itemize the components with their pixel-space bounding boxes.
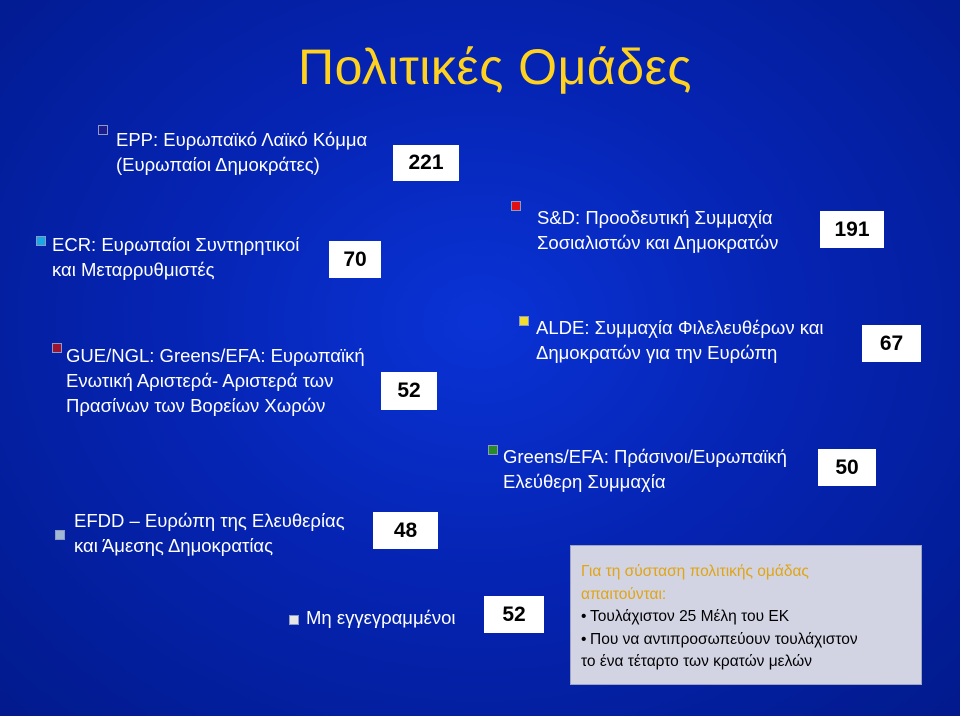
- note-item-1-text: Τουλάχιστον 25 Μέλη του ΕΚ: [590, 608, 790, 625]
- ni-bullet-icon: [289, 615, 299, 625]
- ecr-bullet-icon: [36, 236, 46, 246]
- group-sd-line1: S&D: Προοδευτική Συμμαχία: [537, 207, 773, 228]
- group-ecr-line2: και Μεταρρυθμιστές: [52, 259, 215, 280]
- bullet-dot-icon: •: [581, 608, 587, 625]
- efdd-bullet-icon: [55, 530, 65, 540]
- group-alde: [536, 315, 824, 365]
- group-gue-line3: Πρασίνων των Βορείων Χωρών: [66, 395, 326, 416]
- group-ni-seats: 52: [484, 596, 544, 633]
- group-alde-seats: 67: [862, 325, 921, 362]
- group-ecr-seats: 70: [329, 241, 381, 278]
- note-item-2: [581, 629, 913, 652]
- bullet-dot-icon: •: [581, 630, 587, 648]
- note-item-2-cont: το ένα τέταρτο των κρατών μελών: [581, 653, 812, 670]
- page-title: Πολιτικές Ομάδες: [297, 39, 693, 95]
- group-ecr: [52, 232, 299, 282]
- group-greens-seats: 50: [818, 449, 876, 486]
- group-greens: [503, 444, 787, 494]
- group-efdd: [74, 508, 345, 558]
- note-item-2-text: Που να αντιπροσωπεύουν τουλάχιστον: [590, 630, 858, 648]
- epp-bullet-icon: [98, 125, 108, 135]
- group-alde-line1: ALDE: Συμμαχία Φιλελευθέρων και: [536, 317, 824, 338]
- group-epp: [116, 127, 367, 177]
- group-gue: [66, 343, 365, 418]
- group-epp-seats: 221: [393, 145, 459, 181]
- gue-bullet-icon: [52, 343, 62, 353]
- group-efdd-line2: και Άμεσης Δημοκρατίας: [74, 535, 274, 556]
- alde-bullet-icon: [519, 316, 529, 326]
- group-epp-line2: (Ευρωπαίοι Δημοκράτες): [116, 154, 320, 175]
- group-epp-line1: EPP: Ευρωπαϊκό Λαϊκό Κόμμα: [116, 129, 368, 150]
- group-ecr-line1: ECR: Ευρωπαίοι Συντηρητικοί: [52, 234, 300, 255]
- group-non-attached: [306, 605, 456, 630]
- greens-bullet-icon: [488, 445, 498, 455]
- group-sd-line2: Σοσιαλιστών και Δημοκρατών: [537, 232, 779, 253]
- group-alde-line2: Δημοκρατών για την Ευρώπη: [536, 342, 778, 363]
- group-ni-line1: Μη εγγεγραμμένοι: [306, 607, 456, 628]
- group-greens-line1: Greens/EFA: Πράσινοι/Ευρωπαϊκή: [503, 446, 787, 467]
- group-sd: [537, 205, 778, 255]
- note-heading-line1: Για τη σύσταση πολιτικής ομάδας: [581, 563, 809, 580]
- group-gue-seats: 52: [381, 372, 437, 410]
- requirements-note: [570, 545, 922, 685]
- group-efdd-line1: EFDD – Ευρώπη της Ελευθερίας: [74, 510, 345, 531]
- note-heading-line2: απαιτούνται:: [581, 585, 667, 603]
- group-gue-line1: GUE/NGL: Greens/EFA: Ευρωπαϊκή: [66, 345, 365, 366]
- group-greens-line2: Ελεύθερη Συμμαχία: [503, 471, 666, 492]
- note-item-1: [581, 606, 913, 629]
- group-sd-seats: 191: [820, 211, 884, 248]
- group-gue-line2: Ενωτική Αριστερά- Αριστερά των: [66, 370, 334, 391]
- sd-bullet-icon: [511, 201, 521, 211]
- group-efdd-seats: 48: [373, 512, 438, 549]
